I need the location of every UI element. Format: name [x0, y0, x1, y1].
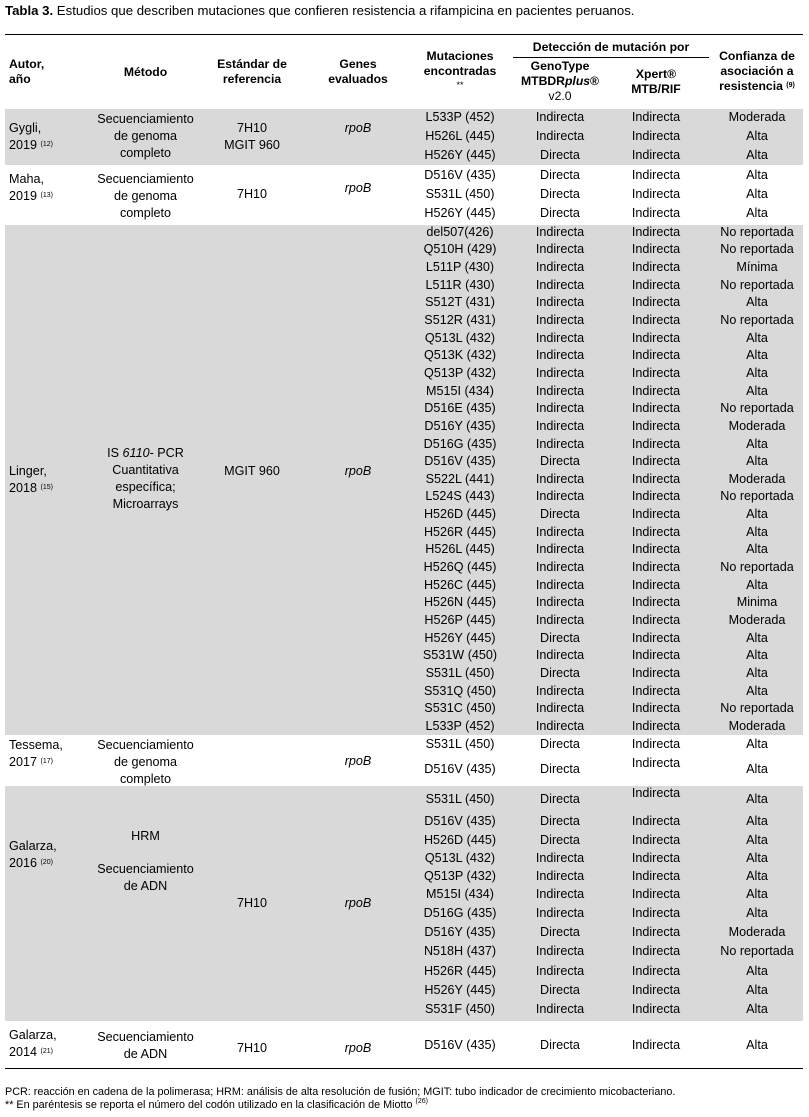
xpert-cell: Indirecta [631, 278, 681, 292]
reference-standard-cell [198, 895, 306, 912]
mutation-cell: S531C (450) [424, 701, 496, 715]
xpert-cell: Indirecta [631, 129, 681, 143]
genotype-cell: Indirecta [535, 869, 585, 883]
xpert-cell: Indirecta [631, 786, 681, 800]
genotype-cell: Directa [540, 925, 580, 939]
method-line: de genoma [113, 189, 178, 203]
xpert-cell: Indirecta [631, 719, 681, 733]
genotype-cell: Indirecta [535, 964, 585, 978]
mutation-cell: Q513L (432) [424, 851, 496, 865]
confidence-cell: Moderada [728, 110, 786, 124]
mutation-cell: H526Q (445) [423, 560, 497, 574]
method-text-italic: 6110 [122, 446, 150, 460]
footnote-abbreviations: PCR: reacción en cadena de la polimerasa; HRM: análisis de alta resolución de fusión; MGIT: tubo indicador de crecimiento micobacteriano. [5, 1086, 676, 1098]
xpert-cell: Indirecta [631, 348, 681, 362]
gene-cell: rpoB [344, 121, 372, 135]
author-cell [9, 171, 53, 205]
header-autor: Autor, año [9, 57, 45, 86]
xpert-cell: Indirecta [631, 578, 681, 592]
confidence-cell: Alta [746, 206, 768, 220]
standard-line: 7H10 [236, 187, 268, 201]
standard-line: 7H10 [236, 1041, 268, 1055]
mutation-cell: D516V (435) [424, 762, 496, 776]
xpert-cell: Indirecta [631, 666, 681, 680]
xpert-cell: Indirecta [631, 944, 681, 958]
mutation-cell: N518H (437) [423, 944, 497, 958]
method-cell [73, 111, 218, 162]
confidence-cell: No reportada [720, 489, 794, 503]
method-line: completo [119, 772, 172, 786]
genotype-cell: Directa [540, 168, 580, 182]
reference-number: (20) [40, 859, 53, 866]
confidence-cell: Alta [746, 684, 768, 698]
xpert-cell: Indirecta [631, 613, 681, 627]
genotype-cell: Indirecta [535, 401, 585, 415]
mutation-cell: D516E (435) [424, 401, 496, 415]
mutation-cell: S531L (450) [425, 666, 495, 680]
method-line: de ADN [123, 1047, 168, 1061]
xpert-cell: Indirecta [631, 472, 681, 486]
confidence-cell: Alta [746, 578, 768, 592]
xpert-cell: Indirecta [631, 737, 681, 751]
genotype-cell: Directa [540, 187, 580, 201]
mutation-cell: H526D (445) [423, 833, 497, 847]
gene-cell: rpoB [344, 754, 372, 768]
table-caption [5, 3, 634, 18]
mutation-cell: H526C (445) [423, 578, 497, 592]
genotype-cell: Indirecta [535, 701, 585, 715]
standard-line: MGIT 960 [224, 138, 280, 152]
confidence-cell: Mínima [736, 260, 778, 274]
confidence-cell: Alta [746, 964, 768, 978]
mutation-cell: H526L (445) [425, 129, 495, 143]
method-line: Secuenciamiento [97, 862, 194, 876]
mutation-cell: D516G (435) [423, 437, 497, 451]
confidence-cell: Alta [746, 148, 768, 162]
mutation-cell: H526D (445) [423, 507, 497, 521]
mutation-cell: H526Y (445) [424, 631, 496, 645]
confidence-cell: No reportada [720, 278, 794, 292]
xpert-cell: Indirecta [631, 454, 681, 468]
confidence-cell: Alta [746, 869, 768, 883]
method-line: específica; [115, 480, 176, 494]
confidence-cell: Alta [746, 454, 768, 468]
mutation-cell: D516V (435) [424, 814, 496, 828]
confidence-cell: Alta [746, 366, 768, 380]
xpert-cell: Indirecta [631, 684, 681, 698]
mutation-cell: S531L (450) [425, 187, 495, 201]
method-line: Secuenciamiento [97, 112, 194, 126]
confidence-cell: Alta [746, 906, 768, 920]
gene-cell: rpoB [344, 896, 372, 910]
mutation-cell: Q513L (432) [424, 331, 496, 345]
gene-cell: rpoB [344, 1041, 372, 1055]
confidence-cell: Alta [746, 384, 768, 398]
genotype-cell: Indirecta [535, 684, 585, 698]
xpert-cell: Indirecta [631, 489, 681, 503]
confidence-cell: Moderada [728, 613, 786, 627]
genotype-cell: Directa [540, 148, 580, 162]
mutation-cell: S531W (450) [422, 648, 498, 662]
author-year [9, 188, 53, 205]
xpert-cell: Indirecta [631, 366, 681, 380]
mutation-cell: D516G (435) [423, 906, 497, 920]
year-text: 2016 [9, 856, 38, 870]
xpert-cell: Indirecta [631, 437, 681, 451]
mutation-cell: L533P (452) [425, 719, 495, 733]
confidence-cell: Alta [746, 833, 768, 847]
table-label: Tabla 3. [5, 3, 54, 18]
genotype-cell: Indirecta [535, 489, 585, 503]
xpert-cell: Indirecta [631, 295, 681, 309]
genotype-cell: Indirecta [535, 313, 585, 327]
xpert-cell: Indirecta [631, 419, 681, 433]
xpert-cell: Indirecta [631, 925, 681, 939]
confidence-cell: Alta [746, 348, 768, 362]
method-line: Secuenciamiento [97, 172, 194, 186]
xpert-cell: Indirecta [631, 313, 681, 327]
genotype-cell: Directa [540, 507, 580, 521]
footnote-codon: ** En paréntesis se reporta el número del codón utilizado en la clasificación de Miotto $^{(26)}$ [5, 1098, 428, 1111]
xpert-cell: Indirecta [631, 187, 681, 201]
xpert-cell: Indirecta [631, 148, 681, 162]
xpert-cell: Indirecta [631, 168, 681, 182]
xpert-cell: Indirecta [631, 1002, 681, 1016]
genotype-cell: Indirecta [535, 225, 585, 239]
year-text: 2018 [9, 481, 38, 495]
year-text: 2019 [9, 138, 38, 152]
xpert-cell: Indirecta [631, 560, 681, 574]
mutation-cell: Q513P (432) [424, 869, 496, 883]
confidence-cell: Moderada [728, 719, 786, 733]
xpert-cell: Indirecta [631, 242, 681, 256]
genotype-cell: Directa [540, 666, 580, 680]
xpert-cell: Indirecta [631, 701, 681, 715]
top-rule [5, 34, 803, 35]
xpert-cell: Indirecta [631, 906, 681, 920]
mutation-cell: H526P (445) [424, 613, 496, 627]
mutation-cell: L533P (452) [425, 110, 495, 124]
author-name: Galarza, [9, 1028, 57, 1042]
genotype-cell: Indirecta [535, 110, 585, 124]
xpert-cell: Indirecta [631, 401, 681, 415]
author-name: Tessema, [9, 738, 63, 752]
mutation-cell: S531F (450) [424, 1002, 495, 1016]
mutation-cell: Q513K (432) [423, 348, 497, 362]
mutation-cell: D516Y (435) [424, 419, 496, 433]
genotype-cell: Indirecta [535, 613, 585, 627]
author-year [9, 480, 53, 497]
genotype-cell: Indirecta [535, 419, 585, 433]
xpert-cell: Indirecta [631, 110, 681, 124]
bottom-rule [5, 1068, 803, 1069]
xpert-cell: Indirecta [631, 983, 681, 997]
year-text: 2019 [9, 189, 38, 203]
genotype-cell: Indirecta [535, 648, 585, 662]
reference-number: (12) [40, 141, 53, 148]
genotype-cell: Indirecta [535, 719, 585, 733]
xpert-cell: Indirecta [631, 384, 681, 398]
genotype-cell: Indirecta [535, 560, 585, 574]
xpert-cell: Indirecta [631, 756, 681, 770]
mutation-cell: Q513P (432) [424, 366, 496, 380]
genotype-cell: Indirecta [535, 278, 585, 292]
xpert-cell: Indirecta [631, 833, 681, 847]
method-line: Secuenciamiento [97, 738, 194, 752]
confidence-cell: No reportada [720, 242, 794, 256]
confidence-cell: Alta [746, 762, 768, 776]
confidence-cell: No reportada [720, 225, 794, 239]
standard-line: 7H10 [236, 896, 268, 910]
mutation-cell: S531L (450) [425, 792, 495, 806]
method-line: Microarrays [112, 497, 179, 511]
xpert-cell: Indirecta [631, 631, 681, 645]
header-subrule [513, 57, 709, 58]
mutation-cell: S531L (450) [425, 737, 495, 751]
author-year [9, 855, 57, 872]
genotype-cell: Indirecta [535, 348, 585, 362]
author-cell [9, 838, 57, 872]
method-text: - PCR [149, 446, 184, 460]
mutation-cell: del507(426) [426, 225, 494, 239]
method-cell [73, 737, 218, 788]
genotype-cell: Directa [540, 206, 580, 220]
mutation-cell: S531Q (450) [423, 684, 497, 698]
confidence-cell: Alta [746, 168, 768, 182]
method-line: Secuenciamiento [97, 1030, 194, 1044]
genotype-cell: Indirecta [535, 1002, 585, 1016]
mutation-cell: H526Y (445) [424, 206, 496, 220]
confidence-cell: Alta [746, 295, 768, 309]
genotype-cell: Indirecta [535, 242, 585, 256]
mutation-cell: L524S (443) [425, 489, 495, 503]
confidence-cell: Alta [746, 631, 768, 645]
mutation-cell: M515I (434) [426, 384, 494, 398]
header-genotype: GenoType MTBDRplus® v2.0 [520, 59, 600, 103]
header-genes: Genes evaluados [328, 57, 388, 86]
xpert-cell: Indirecta [631, 331, 681, 345]
mutation-cell: H526R (445) [423, 964, 497, 978]
confidence-cell: No reportada [720, 401, 794, 415]
method-line: de genoma [113, 755, 178, 769]
xpert-cell: Indirecta [631, 206, 681, 220]
method-text: IS [107, 446, 123, 460]
method-line: completo [119, 146, 172, 160]
confidence-cell: Moderada [728, 925, 786, 939]
reference-number: (17) [40, 758, 53, 765]
xpert-cell: Indirecta [631, 542, 681, 556]
method-line: de genoma [113, 129, 178, 143]
confidence-cell: Minima [736, 595, 778, 609]
author-name: Maha, [9, 172, 45, 186]
genotype-cell: Directa [540, 631, 580, 645]
genotype-cell: Directa [540, 762, 580, 776]
genotype-cell: Directa [540, 792, 580, 806]
confidence-cell: Alta [746, 814, 768, 828]
genotype-cell: Indirecta [535, 887, 585, 901]
header-deteccion: Detección de mutación por [532, 40, 690, 54]
genotype-cell: Indirecta [535, 578, 585, 592]
mutation-cell: L511R (430) [425, 278, 495, 292]
genotype-cell: Indirecta [535, 906, 585, 920]
confidence-cell: Alta [746, 737, 768, 751]
author-name: Galarza, [9, 839, 57, 853]
author-name: Gygli, [9, 121, 42, 135]
author-year [9, 137, 53, 154]
method-line: completo [119, 206, 172, 220]
method-line: de ADN [123, 879, 168, 893]
mutation-cell: M515I (434) [426, 887, 494, 901]
xpert-cell: Indirecta [631, 525, 681, 539]
genotype-cell: Indirecta [535, 595, 585, 609]
author-cell [9, 463, 53, 497]
xpert-cell: Indirecta [631, 1038, 681, 1052]
confidence-cell: Alta [746, 542, 768, 556]
mutation-cell: S522L (441) [425, 472, 495, 486]
genotype-cell: Indirecta [535, 260, 585, 274]
confidence-cell: Alta [746, 187, 768, 201]
mutation-cell: S512R (431) [424, 313, 496, 327]
mutation-cell: H526L (445) [425, 542, 495, 556]
mutation-cell: H526Y (445) [424, 983, 496, 997]
genotype-cell: Indirecta [535, 542, 585, 556]
confidence-cell: No reportada [720, 944, 794, 958]
table-title: Estudios que describen mutaciones que confieren resistencia a rifampicina en pacientes peruanos. [53, 3, 635, 18]
confidence-cell: Alta [746, 437, 768, 451]
xpert-cell: Indirecta [631, 595, 681, 609]
confidence-cell: Alta [746, 648, 768, 662]
gene-cell: rpoB [344, 464, 372, 478]
confidence-cell: Alta [746, 129, 768, 143]
reference-standard-cell [198, 120, 306, 154]
method-cell [73, 828, 218, 895]
year-text: 2017 [9, 755, 38, 769]
method-line: Cuantitativa [112, 463, 179, 477]
confidence-cell: Alta [746, 525, 768, 539]
author-year [9, 1044, 57, 1061]
xpert-cell: Indirecta [631, 507, 681, 521]
mutation-cell: H526Y (445) [424, 148, 496, 162]
mutation-cell: D516V (435) [424, 1038, 496, 1052]
mutation-cell: D516Y (435) [424, 925, 496, 939]
mutation-cell: S512T (431) [425, 295, 495, 309]
author-name: Linger, [9, 464, 47, 478]
xpert-cell: Indirecta [631, 964, 681, 978]
method-line: HRM [131, 829, 160, 843]
genotype-cell: Directa [540, 814, 580, 828]
author-cell [9, 1027, 57, 1061]
genotype-cell: Indirecta [535, 295, 585, 309]
mutation-cell: L511P (430) [425, 260, 495, 274]
genotype-cell: Indirecta [535, 851, 585, 865]
header-estandar: Estándar de referencia [217, 57, 287, 86]
xpert-cell: Indirecta [631, 225, 681, 239]
confidence-cell: Alta [746, 1002, 768, 1016]
confidence-cell: Alta [746, 887, 768, 901]
reference-standard-cell [198, 463, 306, 480]
xpert-cell: Indirecta [631, 814, 681, 828]
confidence-cell: Moderada [728, 419, 786, 433]
header-xpert: Xpert® MTB/RIF [631, 67, 681, 96]
confidence-cell: Alta [746, 331, 768, 345]
genotype-cell: Directa [540, 737, 580, 751]
genotype-cell: Indirecta [535, 944, 585, 958]
mutation-cell: D516V (435) [424, 454, 496, 468]
xpert-cell: Indirecta [631, 260, 681, 274]
reference-number: (21) [40, 1048, 53, 1055]
header-metodo: Método [123, 65, 168, 79]
header-confianza: Confianza de asociación a resistencia $^{(9)}$ [719, 49, 795, 93]
genotype-cell: Indirecta [535, 366, 585, 380]
reference-number: (13) [40, 192, 53, 199]
author-cell [9, 737, 63, 771]
standard-line: MGIT 960 [224, 464, 280, 478]
genotype-cell: Directa [540, 983, 580, 997]
method-cell [73, 171, 218, 222]
confidence-cell: Alta [746, 666, 768, 680]
mutation-cell: Q510H (429) [423, 242, 497, 256]
genotype-cell: Indirecta [535, 384, 585, 398]
genotype-cell: Indirecta [535, 472, 585, 486]
method-cell [73, 1029, 218, 1063]
confidence-cell: Alta [746, 792, 768, 806]
xpert-cell: Indirecta [631, 851, 681, 865]
genotype-cell: Indirecta [535, 525, 585, 539]
reference-number: (15) [40, 484, 53, 491]
header-mutaciones: Mutaciones encontradas ** [423, 49, 497, 90]
author-cell [9, 120, 53, 154]
confidence-cell: Alta [746, 851, 768, 865]
method-cell [73, 445, 218, 513]
mutation-cell: D516V (435) [424, 168, 496, 182]
confidence-cell: No reportada [720, 313, 794, 327]
confidence-cell: Alta [746, 1038, 768, 1052]
reference-standard-cell [198, 1040, 306, 1057]
genotype-cell: Indirecta [535, 129, 585, 143]
genotype-cell: Directa [540, 1038, 580, 1052]
confidence-cell: No reportada [720, 701, 794, 715]
genotype-cell: Directa [540, 454, 580, 468]
reference-standard-cell [198, 186, 306, 203]
mutation-cell: H526R (445) [423, 525, 497, 539]
gene-cell: rpoB [344, 181, 372, 195]
xpert-cell: Indirecta [631, 869, 681, 883]
year-text: 2014 [9, 1045, 38, 1059]
confidence-cell: Alta [746, 983, 768, 997]
xpert-cell: Indirecta [631, 648, 681, 662]
standard-line: 7H10 [236, 121, 268, 135]
genotype-cell: Directa [540, 833, 580, 847]
xpert-cell: Indirecta [631, 887, 681, 901]
confidence-cell: Moderada [728, 472, 786, 486]
mutation-cell: H526N (445) [423, 595, 497, 609]
author-year [9, 754, 63, 771]
confidence-cell: No reportada [720, 560, 794, 574]
genotype-cell: Indirecta [535, 437, 585, 451]
genotype-cell: Indirecta [535, 331, 585, 345]
method-line [73, 445, 218, 462]
confidence-cell: Alta [746, 507, 768, 521]
